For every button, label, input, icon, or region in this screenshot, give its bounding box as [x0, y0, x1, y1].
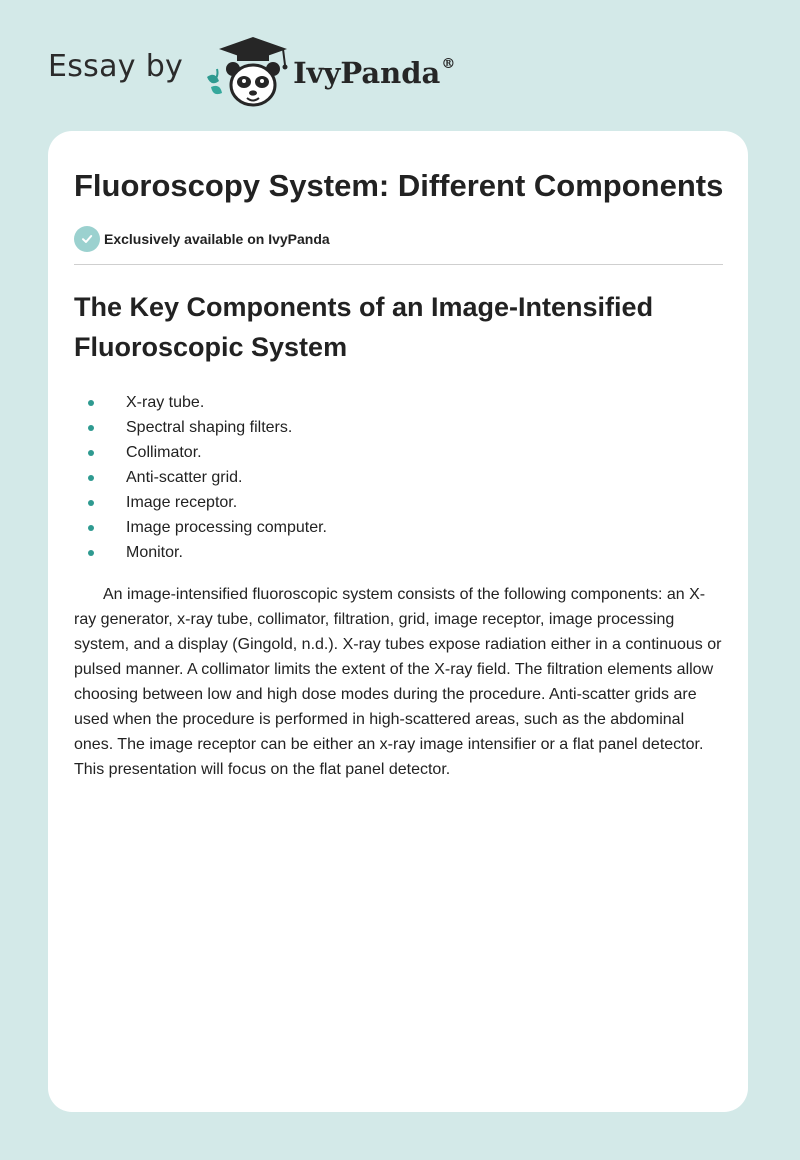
article-card: [48, 131, 748, 1112]
list-item: [74, 390, 724, 415]
exclusive-badge: [74, 226, 724, 252]
list-item-text: Image processing computer.: [126, 519, 327, 536]
bullet-icon: [88, 500, 94, 506]
registered-mark: ®: [441, 56, 456, 73]
article-title: Fluoroscopy System: Different Components: [74, 168, 724, 203]
list-item-text: Spectral shaping filters.: [126, 419, 293, 436]
brand-name[interactable]: [293, 56, 455, 90]
list-item: [74, 415, 724, 440]
brand-text: IvyPanda: [293, 56, 441, 90]
article-content: [74, 165, 724, 782]
panda-graduate-icon[interactable]: [197, 31, 293, 111]
section-heading: The Key Components of an Image-Intensified Fluoroscopic System: [74, 292, 654, 362]
exclusive-label: Exclusively available on IvyPanda: [104, 231, 330, 247]
bullet-icon: [88, 400, 94, 406]
list-item: [74, 465, 724, 490]
bullet-icon: [88, 450, 94, 456]
list-item-text: Anti-scatter grid.: [126, 469, 243, 486]
bullet-icon: [88, 425, 94, 431]
list-item-text: X-ray tube.: [126, 394, 205, 411]
list-item: [74, 490, 724, 515]
list-item: [74, 440, 724, 465]
list-item: [74, 515, 724, 540]
check-circle-icon: [74, 226, 100, 252]
divider: [74, 264, 723, 265]
list-item-text: Image receptor.: [126, 494, 238, 511]
list-item: [74, 540, 724, 565]
bullet-icon: [88, 475, 94, 481]
bullet-icon: [88, 550, 94, 556]
bullet-icon: [88, 525, 94, 531]
list-item-text: Collimator.: [126, 444, 202, 461]
essay-by-label: Essay by: [48, 48, 184, 84]
components-list: [74, 390, 724, 565]
site-header: [48, 30, 748, 110]
list-item-text: Monitor.: [126, 544, 183, 561]
body-paragraph: An image-intensified fluoroscopic system consists of the following components: an X-ray generator, x-ray tube, collimator, filtration, grid, image receptor, image processing system, and a display (Gingold, n.d.). X-ray tubes expose radiation either in a continuous or pulsed manner. A collimator limits the extent of the X-ray field. The filtration elements allow choosing between low and high dose modes during the procedure. Anti-scatter grids are used when the procedure is performed in high-scattered areas, such as the abdominal ones. The image receptor can be either an x-ray image intensifier or a flat panel detector. This presentation will focus on the flat panel detector.: [74, 586, 722, 778]
